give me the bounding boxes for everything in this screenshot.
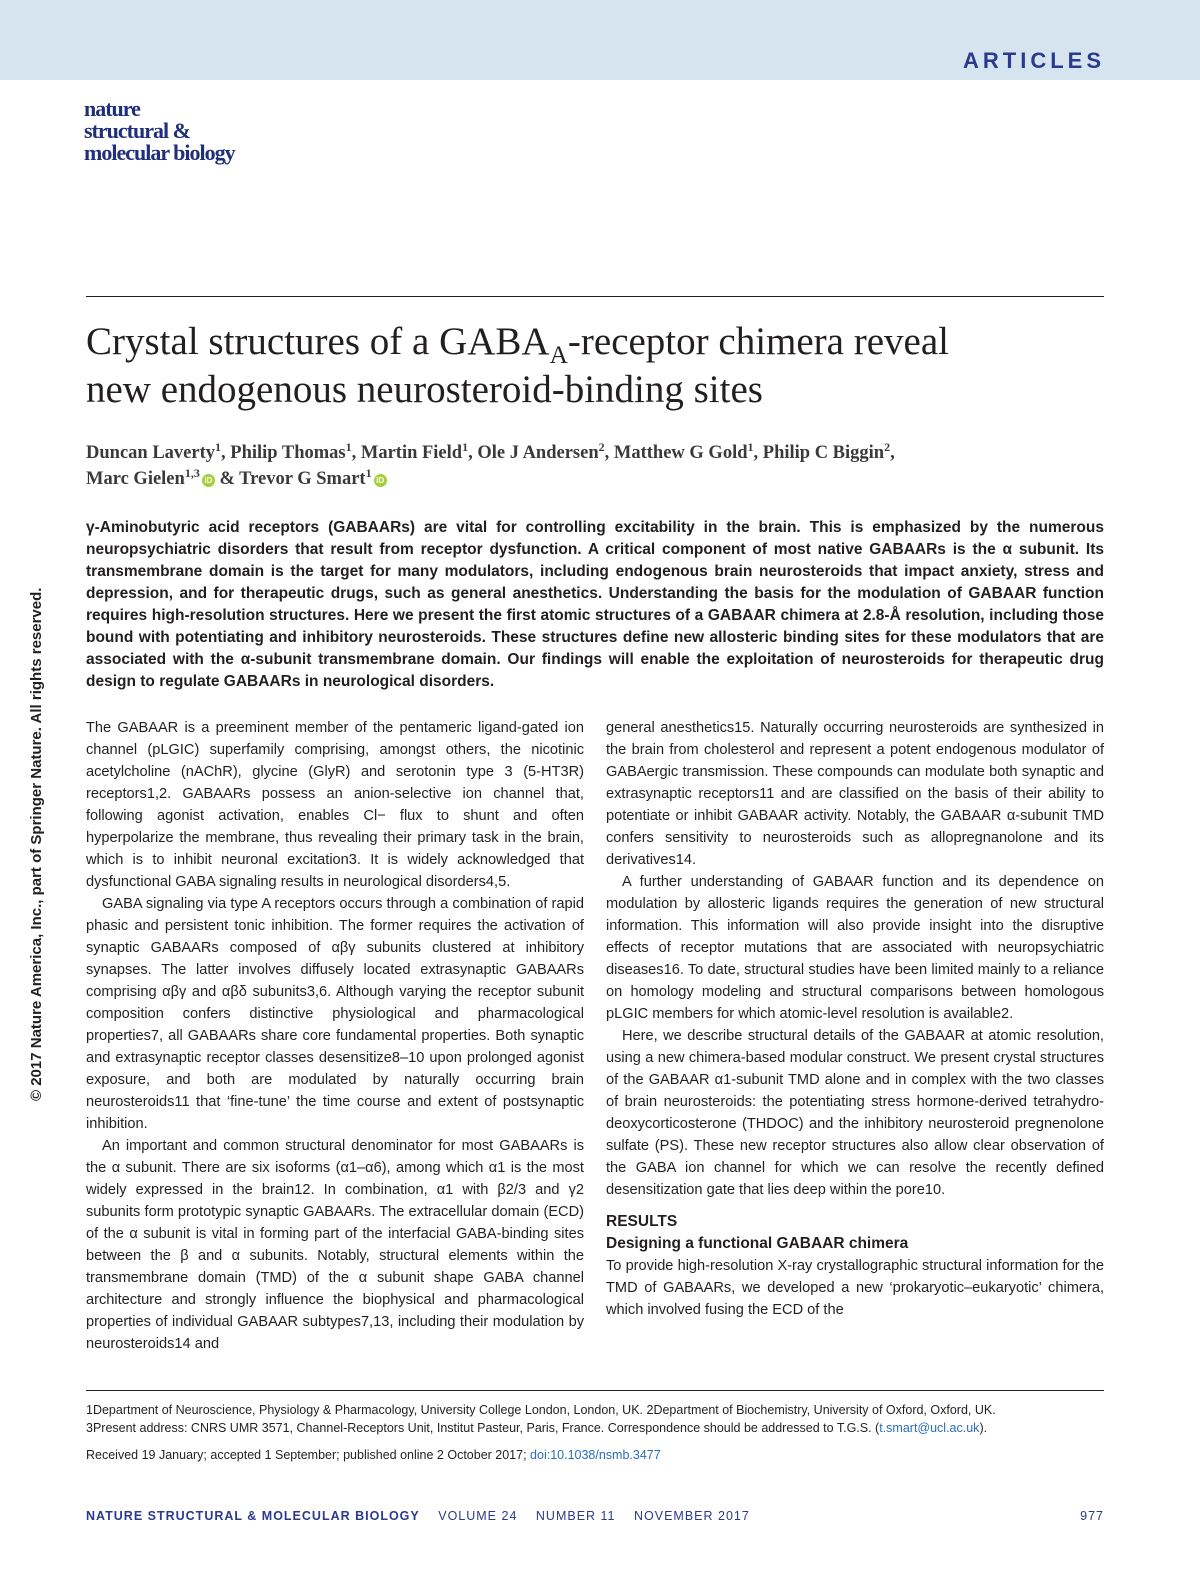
author[interactable]: Matthew G Gold$^1$ [613, 439, 754, 463]
footer-journal: NATURE STRUCTURAL & MOLECULAR BIOLOGY [86, 1509, 420, 1523]
orcid-icon[interactable]: iD [374, 474, 387, 487]
section-subheading: Designing a functional GABAAR chimera [606, 1235, 909, 1252]
affiliation-line: 3Present address: CNRS UMR 3571, Channel-Receptors Unit, Institut Pasteur, Paris, France. Correspondence should be addressed to T.G.S. (t.smart@ucl.ac.uk). [86, 1421, 988, 1435]
body-paragraph: A further understanding of GABAAR function and its dependence on modulation by allosteric ligands requires the generation of new structural information. This information will also provide insight into the disruptive effects of receptor mutations that are associated with neuropsychiatric diseases16. To date, structural studies have been limited mainly to a reliance on homology modeling and structural comparisons between homologous pLGIC members for which atomic-level resolution is available2. [606, 874, 1104, 1022]
logo-line-2: structural & [84, 118, 190, 143]
doi-link[interactable]: doi:10.1038/nsmb.3477 [530, 1448, 661, 1462]
author[interactable]: Martin Field$^1$ [360, 439, 469, 463]
body-paragraph: GABA signaling via type A receptors occurs through a combination of rapid phasic and persistent tonic inhibition. The former requires the activation of synaptic GABAARs composed of αβγ subunits clustered at inhibitory synapses. The latter involves diffusely located extrasynaptic GABAARs comprising αβγ and αβδ subunits3,6. Although varying the receptor subunit composition confers distinctive physiological and pharmacological properties7, all GABAARs share core fundamental properties. Both synaptic and extrasynaptic receptor classes desensitize8–10 upon prolonged agonist exposure, and both are modulated by naturally occurring brain neurosteroids11 that ‘fine-tune’ the time course and extent of postsynaptic inhibition. [86, 896, 584, 1132]
author-list: Duncan Laverty$^1$, Philip Thomas$^1$, Martin Field$^1$, Ole J Andersen$^2$, Matthew G Gold$^1$, Philip C Biggin$^2$, Marc Gielen$^{1,3}$iD & Trevor G Smart$^1$iD [86, 439, 895, 489]
footer-volume: VOLUME 24 [438, 1509, 518, 1523]
copyright-notice: © 2017 Nature America, Inc., part of Springer Nature. All rights reserved. [28, 587, 45, 1101]
body-paragraph: general anesthetics15. Naturally occurring neurosteroids are synthesized in the brain from cholesterol and represent a potent endogenous modulator of GABAergic transmission. These compounds can modulate both synaptic and extrasynaptic receptors11 and are classified on the basis of their ability to potentiate or inhibit GABAAR activity. Notably, the GABAAR α-subunit TMD confers sensitivity to neurosteroids such as allopregnanolone and its derivatives14. [606, 720, 1104, 868]
affiliations [86, 1401, 1104, 1437]
page-footer [86, 1509, 1104, 1527]
section-label: ARTICLES [963, 48, 1105, 73]
logo-line-3: molecular biology [84, 140, 235, 165]
footnote-divider [86, 1390, 1104, 1391]
publication-dates: Received 19 January; accepted 1 September; published online 2 October 2017; doi:10.1038/nsmb.3477 [86, 1448, 661, 1462]
email-link[interactable]: t.smart@ucl.ac.uk [879, 1421, 980, 1435]
results-heading: RESULTS [606, 1213, 678, 1230]
author[interactable]: Ole J Andersen$^2$ [477, 439, 605, 463]
title-line-1: Crystal structures of a $GABA_A$-receptor chimera reveal [86, 320, 949, 369]
page-number: 977 [1080, 1509, 1104, 1523]
author[interactable]: Philip Thomas$^1$ [230, 439, 352, 463]
body-paragraph: The GABAAR is a preeminent member of the pentameric ligand-gated ion channel (pLGIC) superfamily comprising, amongst others, the nicotinic acetylcholine (nAChR), glycine (GlyR) and serotonin type 3 (5-HT3R) receptors1,2. GABAARs possess an anion-selective ion channel that, following agonist activation, enables Cl− flux to shunt and often hyperpolarize the membrane, thus revealing their primary task in the brain, which is to inhibit neuronal excitation3. It is widely acknowledged that dysfunctional GABA signaling results in neurological disorders4,5. [86, 720, 584, 890]
journal-logo [84, 98, 304, 164]
affiliation-line: 1Department of Neuroscience, Physiology & Pharmacology, University College London, London, UK. 2Department of Biochemistry, University of Oxford, Oxford, UK. [86, 1403, 996, 1417]
title-divider [86, 296, 1104, 297]
author[interactable]: Trevor G Smart$^1$ [239, 465, 372, 489]
body-paragraph: To provide high-resolution X-ray crystallographic structural information for the TMD of GABAARs, we developed a new ‘prokaryotic–eukaryotic’ chimera, which involved fusing the ECD of the [606, 1258, 1104, 1318]
author[interactable]: Marc Gielen$^{1,3}$ [86, 465, 200, 489]
footer-number: NUMBER 11 [535, 1509, 616, 1523]
body-column-right [606, 717, 1104, 1321]
body-paragraph: An important and common structural denominator for most GABAARs is the α subunit. There are six isoforms (α1–α6), among which α1 is the most widely expressed in the brain12. In combination, α1 with β2/3 and γ2 subunits form prototypic synaptic GABAARs. The extracellular domain (ECD) of the α subunit is vital in forming part of the interfacial GABA-binding sites between the β and α subunits. Notably, structural elements within the transmembrane domain (TMD) of the α subunit shape GABA channel architecture and strongly influence the biophysical and pharmacological properties of individual GABAAR subtypes7,13, including their modulation by neurosteroids14 and [86, 1138, 584, 1352]
abstract: γ-Aminobutyric acid receptors (GABAARs) are vital for controlling excitability in the brain. This is emphasized by the numerous neuropsychiatric disorders that result from receptor dysfunction. A critical component of most native GABAARs is the α subunit. Its transmembrane domain is the target for many modulators, including endogenous brain neurosteroids that impact anxiety, stress and depression, and for therapeutic drugs, such as general anesthetics. Understanding the basis for the modulation of GABAAR function requires high-resolution structures. Here we present the first atomic structures of a GABAAR chimera at 2.8-Å resolution, including those bound with potentiating and inhibitory neurosteroids. These structures define new allosteric binding sites for these modulators that are associated with the α-subunit transmembrane domain. Our findings will enable the exploitation of neurosteroids for therapeutic drug design to regulate GABAARs in neurological disorders. [86, 519, 1104, 690]
author[interactable]: Philip C Biggin$^2$ [762, 439, 891, 463]
title-line-2: new endogenous neurosteroid-binding sites [86, 368, 763, 411]
article-title [86, 318, 1106, 414]
author[interactable]: Duncan Laverty$^1$ [86, 439, 222, 463]
logo-line-1: nature [84, 96, 140, 121]
body-column-left [86, 717, 584, 1355]
footer-date: NOVEMBER 2017 [634, 1509, 750, 1523]
body-paragraph: Here, we describe structural details of the GABAAR at atomic resolution, using a new chimera-based modular construct. We present crystal structures of the GABAAR α1-subunit TMD alone and in complex with the two classes of brain neurosteroids: the potentiating stress hormone-derived tetrahydro-deoxycorticosterone (THDOC) and the inhibitory neurosteroid pregnenolone sulfate (PS). These new receptor structures also allow clear observation of the GABA ion channel for which we can resolve the recently defined desensitization gate that lies deep within the pore10. [606, 1028, 1104, 1198]
orcid-icon[interactable]: iD [202, 474, 215, 487]
